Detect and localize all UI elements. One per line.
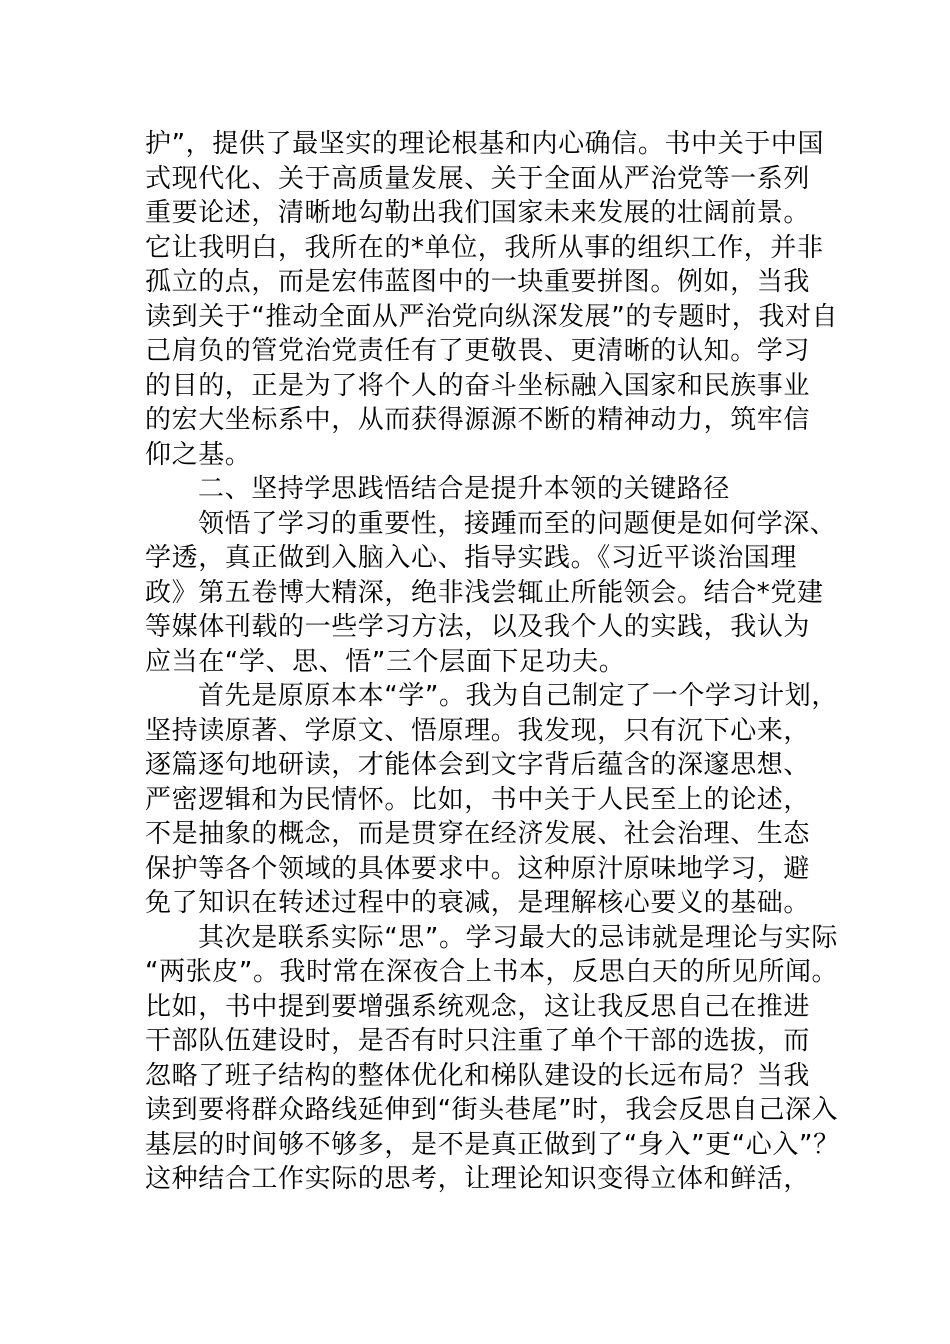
- text-line: 保护等各个领域的具体要求中。这种原汁原味地学习，避: [145, 853, 811, 884]
- text-line: 它让我明白，我所在的*单位，我所从事的组织工作，并非: [145, 232, 824, 263]
- text-line: 己肩负的管党治党责任有了更敬畏、更清晰的认知。学习: [145, 336, 811, 366]
- text-line: 坚持读原著、学原文、悟原理。我发现，只有沉下心来，: [145, 715, 811, 746]
- text-line: 免了知识在转述过程中的衰减，是理解核心要义的基础。: [145, 888, 811, 918]
- text-line: 式现代化、关于高质量发展、关于全面从严治党等一系列: [145, 163, 811, 194]
- text-line: 应当在“学、思、悟”三个层面下足功夫。: [145, 646, 626, 677]
- text-line: 基层的时间够不够多，是不是真正做到了“身入”更“心入”？: [145, 1129, 840, 1160]
- paragraph-1: [145, 127, 839, 472]
- text-line: 的宏大坐标系中，从而获得源源不断的精神动力，筑牢信: [145, 405, 811, 435]
- text-line: 等媒体刊载的一些学习方法，以及我个人的实践，我认为: [145, 612, 811, 642]
- text-line: 的目的，正是为了将个人的奋斗坐标融入国家和民族事业: [145, 370, 811, 401]
- section-heading: 二、坚持学思践悟结合是提升本领的关键路径: [198, 474, 731, 504]
- paragraph-2: [145, 507, 837, 680]
- paragraph-3: [145, 679, 838, 921]
- text-line: 读到关于“推动全面从严治党向纵深发展”的专题时，我对自: [145, 301, 839, 332]
- text-line: “两张皮”。我时常在深夜合上书本，反思白天的所见所闻。: [145, 957, 839, 987]
- text-line: 逐篇逐句地研读，才能体会到文字背后蕴含的深邃思想、: [145, 750, 811, 780]
- text-line: 其次是联系实际“思”。学习最大的忌讳就是理论与实际: [198, 922, 838, 953]
- text-line: 护”，提供了最坚实的理论根基和内心确信。书中关于中国: [145, 129, 825, 159]
- text-line: 孤立的点，而是宏伟蓝图中的一块重要拼图。例如，当我: [145, 267, 811, 297]
- text-line: 学透，真正做到入脑入心、指导实践。《习近平谈治国理: [145, 543, 798, 573]
- text-line: 忽略了班子结构的整体优化和梯队建设的长远布局？当我: [145, 1060, 811, 1091]
- text-line: 比如，书中提到要增强系统观念，这让我反思自己在推进: [145, 991, 811, 1022]
- text-line: 政》第五卷博大精深，绝非浅尝辄止所能领会。结合*党建: [145, 577, 824, 608]
- text-line: 不是抽象的概念，而是贯穿在经济发展、社会治理、生态: [145, 819, 811, 849]
- text-line: 重要论述，清晰地勾勒出我们国家未来发展的壮阔前景。: [145, 198, 811, 228]
- text-line: 领悟了学习的重要性，接踵而至的问题便是如何学深、: [198, 508, 837, 539]
- text-line: 干部队伍建设时，是否有时只注重了单个干部的选拔，而: [145, 1026, 811, 1056]
- text-line: 严密逻辑和为民情怀。比如，书中关于人民至上的论述，: [145, 784, 811, 815]
- text-line: 读到要将群众路线延伸到“街头巷尾”时，我会反思自己深入: [145, 1095, 839, 1125]
- paragraph-4: [145, 921, 840, 1197]
- text-line: 这种结合工作实际的思考，让理论知识变得立体和鲜活，: [145, 1164, 811, 1194]
- text-line: 首先是原原本本“学”。我为自己制定了一个学习计划，: [198, 681, 838, 711]
- document-body: [145, 127, 840, 1197]
- text-line: 仰之基。: [145, 439, 252, 470]
